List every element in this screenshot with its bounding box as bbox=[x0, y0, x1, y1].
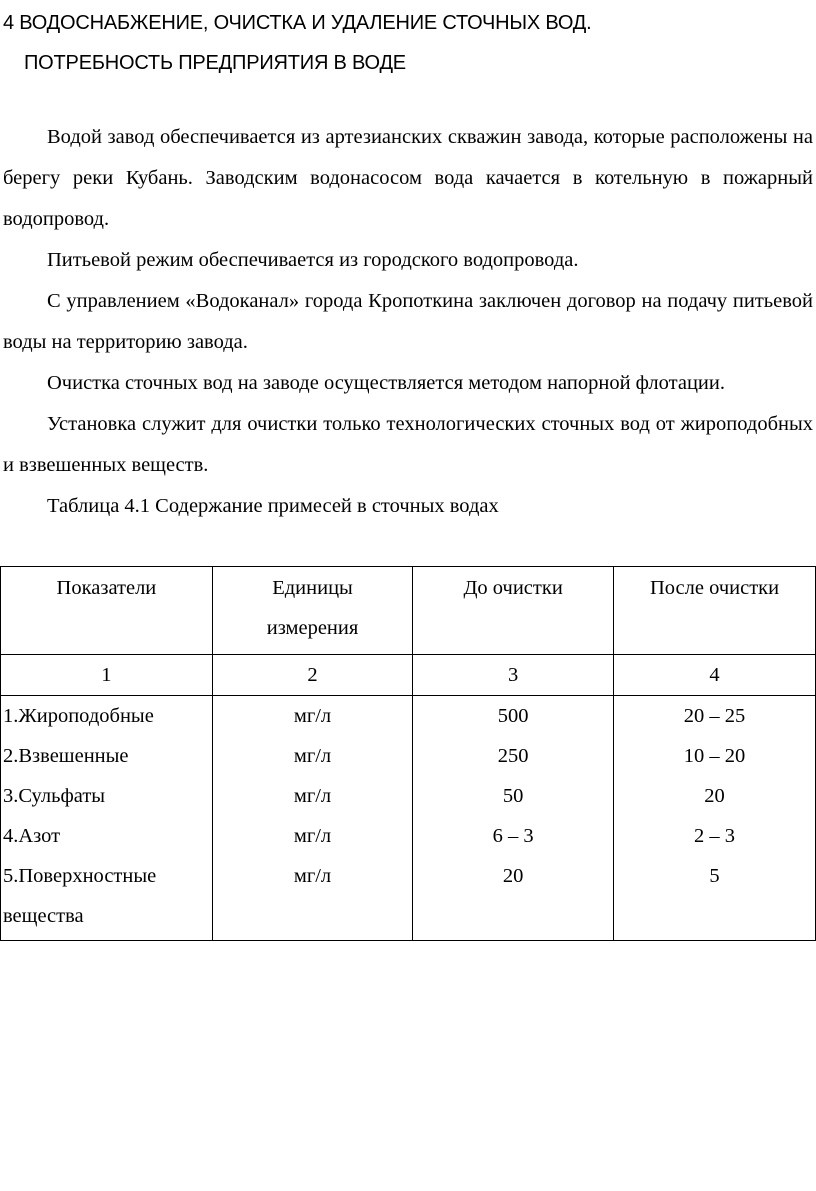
paragraph: Питьевой режим обеспечивается из городского водопровода. bbox=[47, 249, 579, 271]
paragraph: Водой завод обеспечивается из артезианских скважин завода, которые расположены на берегу реки Кубань. Заводским водонасосом вода качается в котельную в пожарный водопровод. bbox=[3, 126, 813, 230]
section-heading-line-1: 4 ВОДОСНАБЖЕНИЕ, ОЧИСТКА И УДАЛЕНИЕ СТОЧНЫХ ВОД. bbox=[3, 12, 592, 34]
column-number: 2 bbox=[212, 655, 412, 696]
header-units bbox=[212, 567, 412, 655]
paragraph: Установка служит для очистки только технологических сточных вод от жироподобных и взвешенных веществ. bbox=[3, 413, 813, 476]
table-header-row bbox=[1, 567, 816, 655]
table-caption: Таблица 4.1 Содержание примесей в сточных водах bbox=[47, 495, 499, 517]
body-text bbox=[3, 117, 813, 527]
table-cell: 2.Взвешенные bbox=[3, 745, 129, 767]
column-number: 4 bbox=[614, 655, 816, 696]
column-numbers-row bbox=[1, 655, 816, 696]
table-cell: мг/л bbox=[293, 865, 332, 887]
table-cell: 20 bbox=[704, 785, 725, 807]
section-heading bbox=[3, 3, 592, 83]
header-after: После очистки bbox=[614, 567, 816, 655]
table-cell: мг/л bbox=[293, 745, 332, 767]
table-cell: 250 bbox=[497, 745, 529, 767]
table-cell: 5 bbox=[709, 865, 720, 887]
indicators-cell bbox=[1, 696, 213, 941]
paragraph: С управлением «Водоканал» города Кропоткина заключен договор на подачу питьевой воды на территорию завода. bbox=[3, 290, 813, 353]
table-cell: мг/л bbox=[293, 825, 332, 847]
section-heading-line-2: ПОТРЕБНОСТЬ ПРЕДПРИЯТИЯ В ВОДЕ bbox=[24, 52, 406, 74]
table-cell: 2 – 3 bbox=[694, 825, 736, 847]
table-cell: 4.Азот bbox=[3, 825, 61, 847]
table-cell: 1.Жироподобные bbox=[3, 705, 154, 727]
table-body-row bbox=[1, 696, 816, 941]
table-cell: 500 bbox=[497, 705, 529, 727]
column-number: 3 bbox=[413, 655, 614, 696]
column-number: 1 bbox=[1, 655, 213, 696]
before-cell bbox=[413, 696, 614, 941]
impurities-table bbox=[0, 566, 816, 941]
header-before: До очистки bbox=[413, 567, 614, 655]
table-cell: 6 – 3 bbox=[492, 825, 534, 847]
header-units-text: Единицы измерения bbox=[266, 577, 359, 639]
table-cell: 3.Сульфаты bbox=[3, 785, 106, 807]
after-cell bbox=[614, 696, 816, 941]
table-cell: 20 bbox=[502, 865, 524, 887]
header-indicators: Показатели bbox=[1, 567, 213, 655]
table-cell: 5.Поверхностные вещества bbox=[3, 865, 157, 927]
table-cell: 20 – 25 bbox=[683, 705, 746, 727]
paragraph: Очистка сточных вод на заводе осуществляется методом напорной флотации. bbox=[47, 372, 725, 394]
table-cell: мг/л bbox=[293, 705, 332, 727]
table-cell: 10 – 20 bbox=[683, 745, 746, 767]
units-cell bbox=[212, 696, 412, 941]
table-cell: мг/л bbox=[293, 785, 332, 807]
table-cell: 50 bbox=[502, 785, 524, 807]
